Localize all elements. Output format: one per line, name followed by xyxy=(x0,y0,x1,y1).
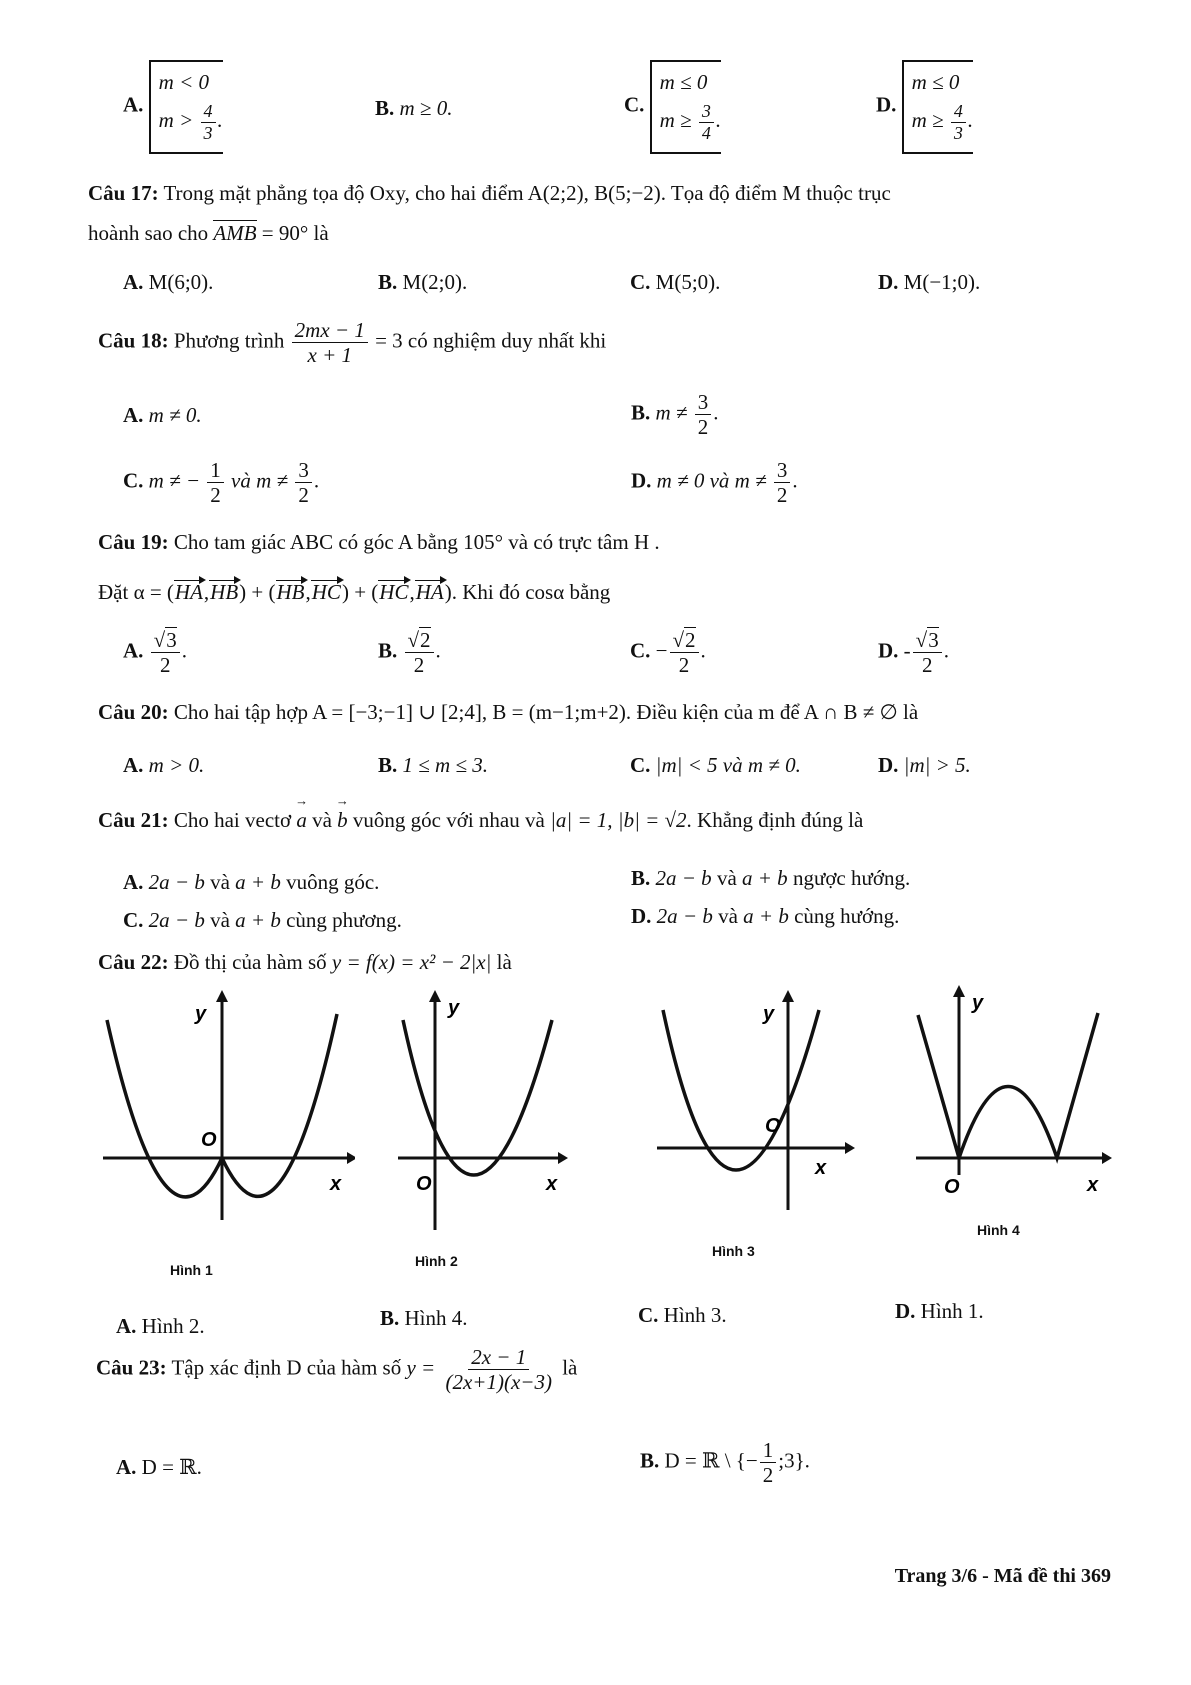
option-label: A. xyxy=(123,870,144,894)
question-number: Câu 20: xyxy=(98,700,169,724)
question-number: Câu 18: xyxy=(98,328,169,353)
option-text: M(−1;0). xyxy=(903,270,981,294)
function-fraction: $\frac{2x - 1}{(2x+1)(x-3)}$ xyxy=(445,1345,552,1395)
q23-option-a xyxy=(116,1455,202,1480)
q23-option-b xyxy=(640,1438,810,1487)
vector-expression: 2a − b xyxy=(148,908,205,932)
option-text: D = ℝ. xyxy=(141,1455,202,1479)
q21-option-c xyxy=(123,908,402,933)
q21-option-b xyxy=(631,866,910,891)
option-label: D. xyxy=(878,270,899,294)
vector-hc: HC xyxy=(311,580,341,604)
option-label: A. xyxy=(123,753,144,777)
q19-stem-line1 xyxy=(98,530,660,555)
option-label: C. xyxy=(624,92,645,117)
option-fraction: $\frac{1}{2}$ xyxy=(760,1438,777,1487)
q20-option-d xyxy=(878,753,971,778)
option-fraction: $\frac{3}{2}$ xyxy=(295,458,312,507)
option-label: D. xyxy=(895,1299,916,1323)
q22-option-c xyxy=(638,1303,727,1328)
question-number: Câu 23: xyxy=(96,1355,167,1380)
q17-stem-line2 xyxy=(88,221,329,246)
question-text: Tập xác định D của hàm số xyxy=(171,1355,402,1380)
condition-line: m ≤ 0 xyxy=(911,70,960,94)
q16-option-a xyxy=(123,60,223,154)
option-label: D. xyxy=(876,92,897,117)
question-text: Cho hai tập hợp A = [−3;−1] ∪ [2;4], B = (m−1;m+2). Điều kiện của m để A ∩ B ≠ ∅ là xyxy=(173,700,919,724)
option-label: C. xyxy=(630,753,651,777)
option-label: B. xyxy=(375,96,395,120)
option-label: D. xyxy=(878,753,899,777)
option-label: B. xyxy=(631,400,651,425)
condition-line: m ≤ 0 xyxy=(659,70,708,94)
option-label: B. xyxy=(380,1306,400,1330)
q18-option-b: B. m ≠ $\frac{3}{2}$ . xyxy=(631,390,719,440)
question-number: Câu 21: xyxy=(98,808,169,832)
option-text: M(2;0). xyxy=(402,270,468,294)
option-label: D. xyxy=(631,904,652,928)
bracket-system xyxy=(149,60,223,154)
q22-option-a xyxy=(116,1314,205,1339)
equation-fraction: $\frac{2mx - 1}{x + 1}$ xyxy=(292,318,368,367)
vector-a-symbol: → a xyxy=(296,808,307,833)
option-text: m ≠ 0 và m ≠ xyxy=(656,468,767,493)
question-text: và xyxy=(312,808,332,832)
q21-option-d xyxy=(631,904,899,929)
vector-hc: HC xyxy=(379,580,409,604)
origin-label: O xyxy=(201,1129,217,1151)
x-axis-label: x xyxy=(330,1173,342,1195)
option-label: A. xyxy=(123,403,144,427)
question-text: Cho tam giác ABC có góc A bằng 105° và có trực tâm H . xyxy=(173,530,660,554)
option-text: và xyxy=(210,908,230,932)
option-label: C. xyxy=(638,1303,659,1327)
vector-expression: a + b xyxy=(235,908,281,932)
vector-expression: 2a − b xyxy=(148,870,205,894)
option-fraction: $\frac{√2}{2}$ xyxy=(405,628,434,677)
vector-b-symbol: → b xyxy=(337,808,348,833)
y-axis-label: y xyxy=(195,1003,207,1025)
q23-stem: Câu 23: Tập xác định D của hàm số y = $\frac{2x - 1}{(2x+1)(x-3)}$ là xyxy=(96,1345,578,1395)
y-axis-label: y xyxy=(448,997,460,1019)
option-text: và m ≠ xyxy=(231,468,289,493)
q17-option-c xyxy=(630,270,720,295)
x-axis-label: x xyxy=(1087,1174,1099,1196)
vector-hb: HB xyxy=(210,580,239,604)
q16-option-c xyxy=(624,60,721,154)
option-label: B. xyxy=(640,1448,660,1473)
question-text: là xyxy=(562,1355,578,1380)
question-text: . Khẳng định đúng là xyxy=(686,808,864,832)
figure-4-graph xyxy=(912,985,1112,1225)
option-text: ngược hướng. xyxy=(792,866,911,890)
option-label: B. xyxy=(378,270,398,294)
figure-1-graph xyxy=(95,990,355,1230)
q19-option-a: A. $\frac{√3}{2}$ . xyxy=(123,628,187,678)
question-text: . Khi đó cosα bằng xyxy=(451,580,611,604)
figure-2-graph xyxy=(398,990,568,1230)
question-text: Trong mặt phẳng tọa độ Oxy, cho hai điểm A(2;2), B(5;−2). Tọa độ điểm M thuộc trục xyxy=(163,181,891,205)
option-sign: − xyxy=(655,638,668,663)
vector-norms: |a| = 1, |b| = √2 xyxy=(550,808,687,832)
y-axis-label: y xyxy=(763,1003,775,1025)
x-axis-label: x xyxy=(815,1157,827,1179)
q21-option-a xyxy=(123,870,379,895)
origin-label: O xyxy=(765,1115,781,1137)
option-text: và xyxy=(716,866,737,890)
q18-option-a xyxy=(123,403,202,428)
q18-stem xyxy=(98,318,606,367)
origin-label: O xyxy=(416,1173,432,1195)
option-text: m ≥ 0. xyxy=(399,96,453,120)
option-text: Hình 1. xyxy=(920,1299,984,1323)
q17-option-d xyxy=(878,270,980,295)
option-fraction: $\frac{1}{2}$ xyxy=(207,458,224,507)
figure-3-caption: Hình 3 xyxy=(712,1243,755,1259)
option-text: và xyxy=(718,904,738,928)
option-fraction: $\frac{√2}{2}$ xyxy=(670,628,699,677)
option-fraction: $\frac{√3}{2}$ xyxy=(913,628,942,677)
condition-line: m ≥ $\frac{3}{4}$ . xyxy=(659,101,722,143)
question-text: hoành sao cho xyxy=(88,221,209,245)
q21-stem xyxy=(98,808,863,833)
vector-expression: 2a − b xyxy=(656,904,713,928)
option-sign: - xyxy=(903,638,911,663)
y-axis-label: y xyxy=(972,992,984,1014)
vector-expression: a + b xyxy=(235,870,281,894)
vector-ha: HA xyxy=(174,580,203,604)
vector-hb: HB xyxy=(276,580,305,604)
question-number: Câu 19: xyxy=(98,530,169,554)
option-label: C. xyxy=(123,908,144,932)
option-label: D. xyxy=(878,638,899,663)
q22-stem xyxy=(98,950,512,975)
option-text: |m| < 5 và m ≠ 0. xyxy=(655,753,801,777)
vector-expression: a + b xyxy=(742,866,788,890)
q19-option-d: D. - $\frac{√3}{2}$ . xyxy=(878,628,949,678)
option-text: 1 ≤ m ≤ 3. xyxy=(402,753,488,777)
bracket-system xyxy=(902,60,973,154)
option-text: m ≠ 0. xyxy=(148,403,202,427)
option-text: cùng hướng. xyxy=(794,904,900,928)
vector-expression: a + b xyxy=(743,904,789,928)
question-text: Đặt α = ( xyxy=(98,580,174,604)
option-label: A. xyxy=(116,1314,137,1338)
figure-2-caption: Hình 2 xyxy=(415,1253,458,1269)
option-label: B. xyxy=(378,638,398,663)
option-fraction: $\frac{√3}{2}$ xyxy=(151,628,180,677)
option-label: A. xyxy=(123,638,144,663)
option-label: C. xyxy=(630,638,651,663)
vector-ha: HA xyxy=(415,580,444,604)
option-text: m ≠ − xyxy=(148,468,201,493)
x-axis-label: x xyxy=(546,1173,558,1195)
vector-expression: 2a − b xyxy=(655,866,712,890)
condition-line: m ≥ $\frac{4}{3}$ . xyxy=(911,101,974,143)
bracket-system xyxy=(650,60,721,154)
option-text: M(6;0). xyxy=(148,270,214,294)
option-fraction: $\frac{3}{2}$ xyxy=(695,390,712,439)
option-text: m ≠ xyxy=(655,400,688,425)
option-text: Hình 3. xyxy=(663,1303,727,1327)
option-text: và xyxy=(210,870,230,894)
q18-option-c: C. m ≠ − $\frac{1}{2}$ và m ≠ $\frac{3}{2}$ . xyxy=(123,458,320,508)
q19-stem-line2: Đặt α = (HA,HB) + (HB,HC) + (HC,HA). Khi đó cosα bằng xyxy=(98,580,611,604)
option-text: vuông góc. xyxy=(286,870,380,894)
option-label: A. xyxy=(123,270,144,294)
q20-stem xyxy=(98,700,918,725)
figure-1-caption: Hình 1 xyxy=(170,1262,213,1278)
option-label: B. xyxy=(631,866,651,890)
question-text: Cho hai vectơ xyxy=(173,808,292,832)
option-fraction: $\frac{3}{2}$ xyxy=(774,458,791,507)
question-text: Đồ thị của hàm số xyxy=(173,950,327,974)
q20-option-a xyxy=(123,753,204,778)
option-label: C. xyxy=(123,468,144,493)
page-footer: Trang 3/6 - Mã đề thi 369 xyxy=(894,1565,1111,1587)
angle-symbol: AMB xyxy=(213,221,257,245)
q18-option-d: D. m ≠ 0 và m ≠ $\frac{3}{2}$ . xyxy=(631,458,798,508)
question-text: Phương trình xyxy=(173,328,285,353)
option-label: C. xyxy=(630,270,651,294)
function-formula: y = f(x) = x² − 2|x| xyxy=(331,950,492,974)
q16-option-d xyxy=(876,60,973,154)
condition-line: m < 0 xyxy=(158,70,210,94)
q19-option-c: C. − $\frac{√2}{2}$ . xyxy=(630,628,706,678)
q22-option-d xyxy=(895,1299,984,1324)
q20-option-c xyxy=(630,753,801,778)
option-text: Hình 4. xyxy=(404,1306,468,1330)
question-text: vuông góc với nhau và xyxy=(352,808,545,832)
q22-option-b xyxy=(380,1306,468,1331)
option-label: A. xyxy=(123,92,144,117)
option-text: M(5;0). xyxy=(655,270,721,294)
question-number: Câu 17: xyxy=(88,181,159,205)
option-text: m > 0. xyxy=(148,753,205,777)
option-text: |m| > 5. xyxy=(903,753,971,777)
q20-option-b xyxy=(378,753,488,778)
option-label: D. xyxy=(631,468,652,493)
question-number: Câu 22: xyxy=(98,950,169,974)
q17-option-a xyxy=(123,270,213,295)
option-text: ;3}. xyxy=(778,1448,810,1473)
option-text: D = ℝ \ {− xyxy=(664,1448,758,1473)
option-label: A. xyxy=(116,1455,137,1479)
q16-option-b xyxy=(375,96,452,121)
option-text: cùng phương. xyxy=(286,908,402,932)
figure-3-graph xyxy=(655,990,855,1230)
question-text: là xyxy=(496,950,512,974)
q17-option-b xyxy=(378,270,467,295)
option-text: Hình 2. xyxy=(141,1314,205,1338)
option-label: B. xyxy=(378,753,398,777)
q17-stem-line1 xyxy=(88,181,891,206)
figure-4-caption: Hình 4 xyxy=(977,1222,1020,1238)
question-text: = 90° là xyxy=(261,221,329,245)
question-text: = 3 có nghiệm duy nhất khi xyxy=(375,328,607,353)
origin-label: O xyxy=(944,1176,960,1198)
q19-option-b: B. $\frac{√2}{2}$ . xyxy=(378,628,441,678)
condition-line: m > $\frac{4}{3}$ . xyxy=(158,101,223,143)
